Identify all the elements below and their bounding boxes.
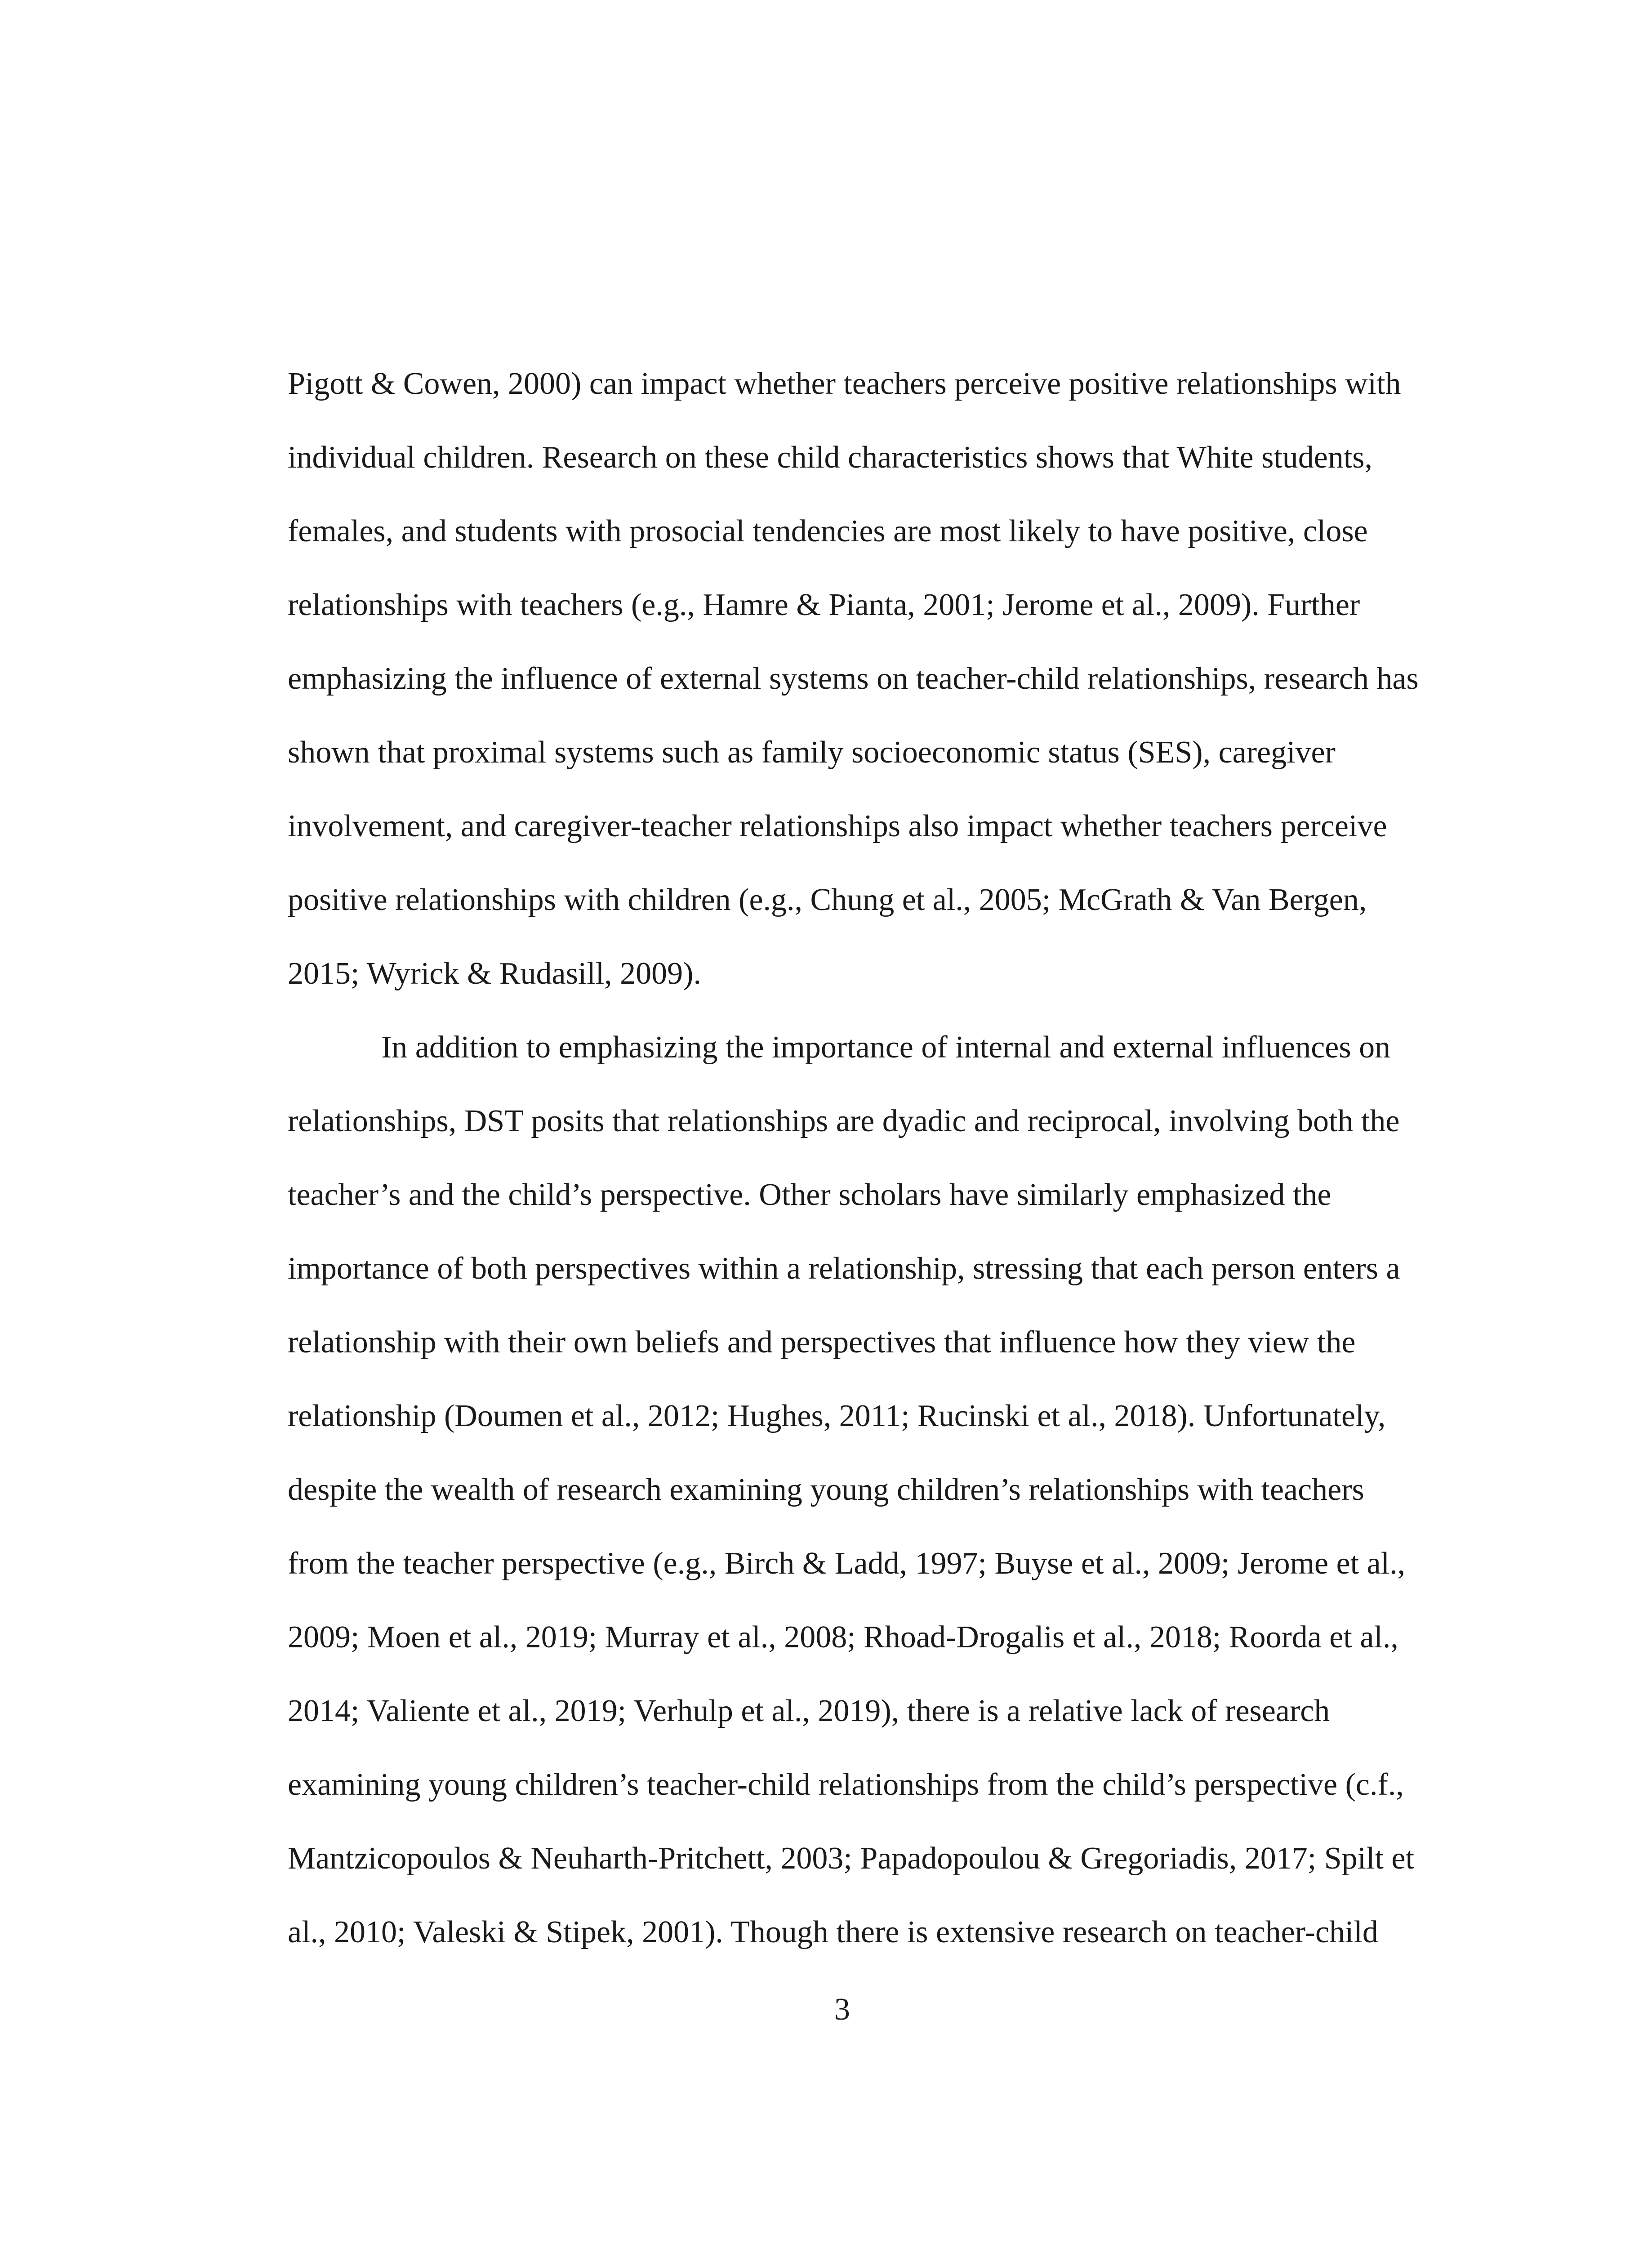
- text-line: Pigott & Cowen, 2000) can impact whether teachers perceive positive relationships with: [288, 366, 1401, 401]
- text-line: despite the wealth of research examining young children’s relationships with teachers: [288, 1472, 1364, 1507]
- text-line: importance of both perspectives within a relationship, stressing that each person enters a: [288, 1251, 1400, 1286]
- text-line: from the teacher perspective (e.g., Birch & Ladd, 1997; Buyse et al., 2009; Jerome et al.,: [288, 1546, 1406, 1581]
- text-line: involvement, and caregiver-teacher relationships also impact whether teachers perceive: [288, 809, 1387, 843]
- text-line: relationships, DST posits that relationships are dyadic and reciprocal, involving both the: [288, 1104, 1400, 1138]
- text-line: positive relationships with children (e.g., Chung et al., 2005; McGrath & Van Bergen,: [288, 883, 1367, 917]
- text-line: 2014; Valiente et al., 2019; Verhulp et al., 2019), there is a relative lack of research: [288, 1694, 1330, 1728]
- text-line: females, and students with prosocial tendencies are most likely to have positive, close: [288, 514, 1368, 549]
- text-line: shown that proximal systems such as family socioeconomic status (SES), caregiver: [288, 735, 1336, 770]
- paragraph-first-line: In addition to emphasizing the importance of internal and external influences on: [381, 1030, 1391, 1065]
- text-line: relationships with teachers (e.g., Hamre & Pianta, 2001; Jerome et al., 2009). Further: [288, 588, 1360, 622]
- text-line: 2015; Wyrick & Rudasill, 2009).: [288, 956, 701, 991]
- text-line: examining young children’s teacher-child relationships from the child’s perspective (c.f.,: [288, 1767, 1404, 1802]
- text-line: 2009; Moen et al., 2019; Murray et al., 2008; Rhoad-Drogalis et al., 2018; Roorda et al.,: [288, 1620, 1398, 1655]
- text-line: Mantzicopoulos & Neuharth-Pritchett, 2003; Papadopoulou & Gregoriadis, 2017; Spilt et: [288, 1841, 1415, 1876]
- text-line: relationship (Doumen et al., 2012; Hughes, 2011; Rucinski et al., 2018). Unfortunately,: [288, 1399, 1386, 1433]
- page-number: 3: [834, 1992, 850, 2027]
- text-line: teacher’s and the child’s perspective. Other scholars have similarly emphasized the: [288, 1178, 1331, 1212]
- text-line: individual children. Research on these child characteristics shows that White students,: [288, 440, 1373, 475]
- text-line: relationship with their own beliefs and perspectives that influence how they view the: [288, 1325, 1356, 1360]
- text-line: emphasizing the influence of external systems on teacher-child relationships, research has: [288, 661, 1419, 696]
- text-line: al., 2010; Valeski & Stipek, 2001). Though there is extensive research on teacher-child: [288, 1915, 1378, 1949]
